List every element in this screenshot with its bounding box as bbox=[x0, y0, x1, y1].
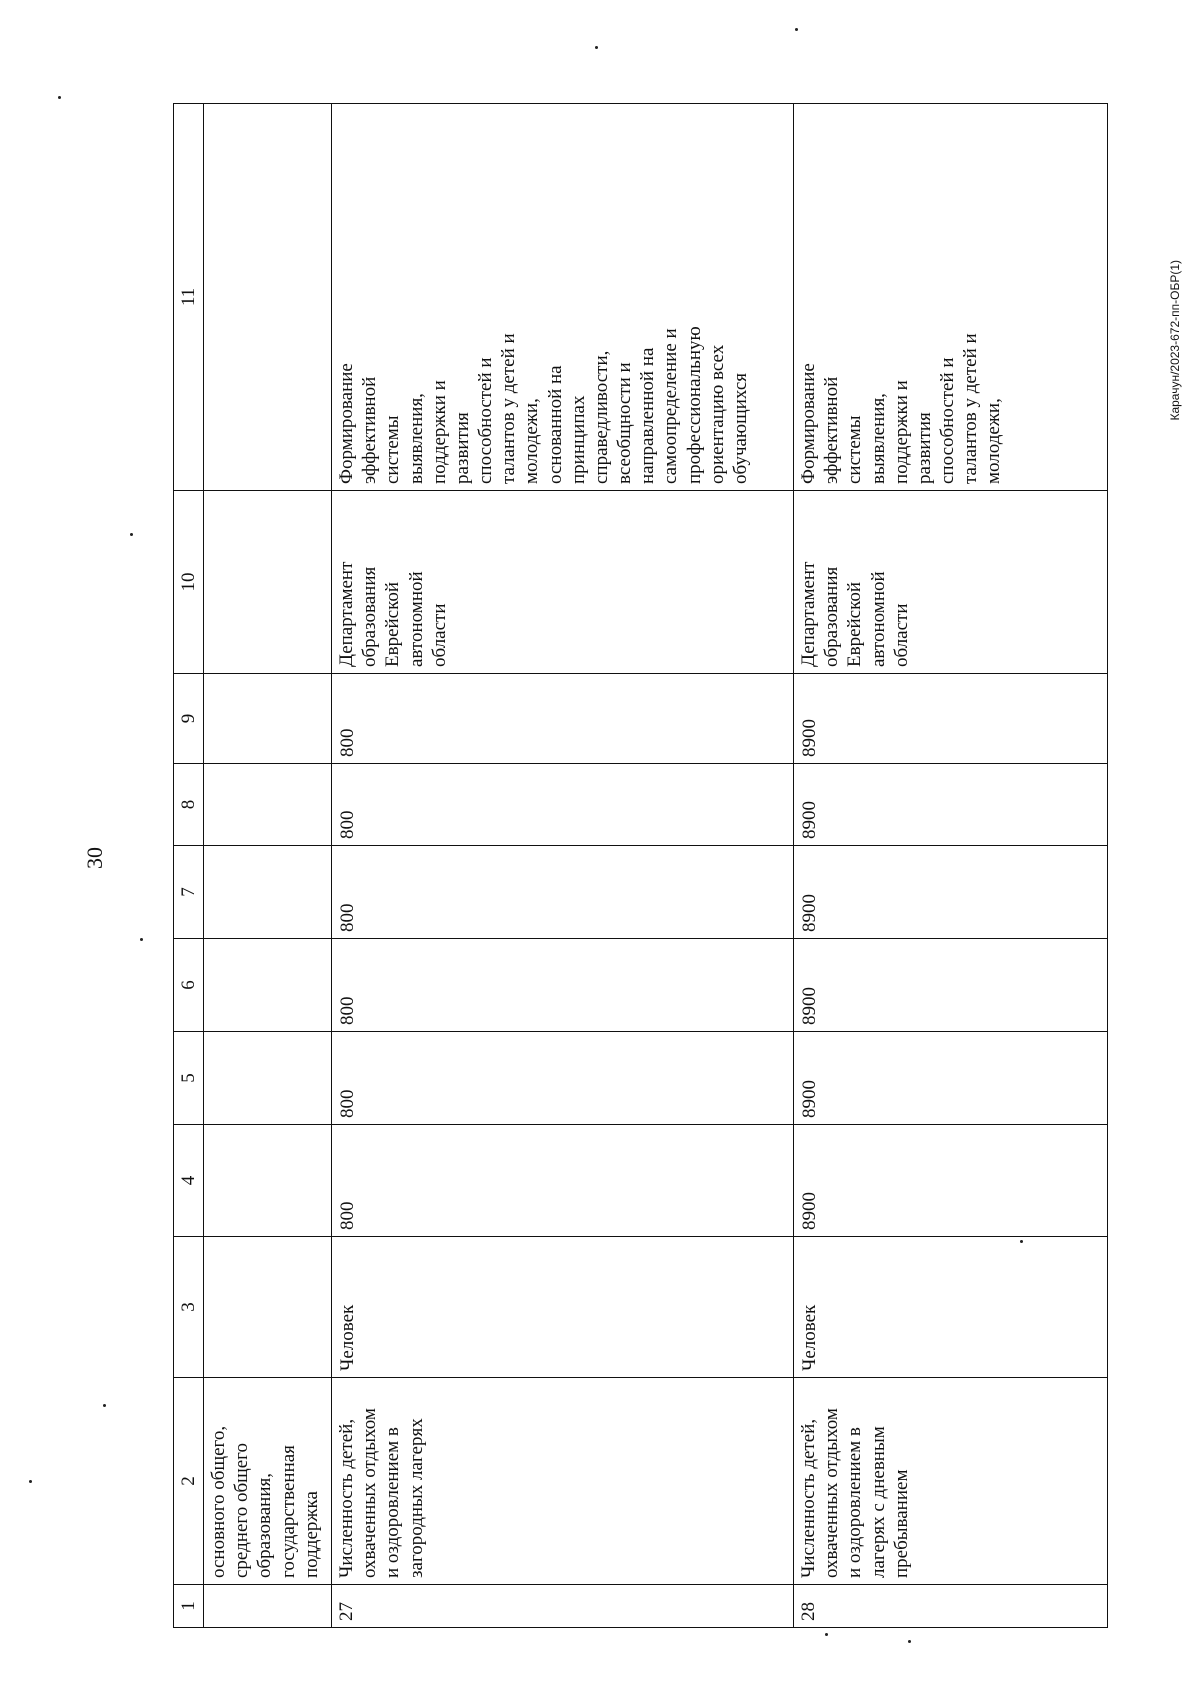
value-cell: 8900 bbox=[794, 674, 1108, 764]
table-row bbox=[794, 104, 1108, 1628]
value-cell: 8900 bbox=[794, 1032, 1108, 1125]
value-cell: 800 bbox=[332, 846, 794, 939]
value-cell: 800 bbox=[332, 1032, 794, 1125]
scan-speck bbox=[58, 96, 61, 99]
scan-speck bbox=[29, 1480, 32, 1483]
row-number-cell: 27 bbox=[332, 1585, 794, 1628]
row-number-cell: 28 bbox=[794, 1585, 1108, 1628]
value-cell: 800 bbox=[332, 674, 794, 764]
value-cell: 800 bbox=[332, 939, 794, 1032]
scan-speck bbox=[795, 28, 798, 31]
unit-cell bbox=[204, 1237, 332, 1378]
responsible-cell: Департамент образования Еврейской автономной области bbox=[794, 491, 1108, 674]
header-cell: 9 bbox=[174, 674, 204, 764]
responsible-cell: Департамент образования Еврейской автономной области bbox=[332, 491, 794, 674]
value-cell bbox=[204, 939, 332, 1032]
indicator-name-cell: Численность детей, охваченных отдыхом и оздоровлением в загородных лагерях bbox=[332, 1378, 794, 1585]
header-cell: 4 bbox=[174, 1125, 204, 1237]
row-number-cell bbox=[204, 1585, 332, 1628]
indicators-table bbox=[173, 103, 1108, 1628]
indicators-table-rotated bbox=[173, 104, 1107, 1628]
indicator-name-cell: основного общего, среднего общего образования, государственная поддержка bbox=[204, 1378, 332, 1585]
unit-cell: Человек bbox=[794, 1237, 1108, 1378]
value-cell: 8900 bbox=[794, 764, 1108, 846]
page-number: 30 bbox=[82, 847, 107, 869]
value-cell: 8900 bbox=[794, 846, 1108, 939]
value-cell: 8900 bbox=[794, 1125, 1108, 1237]
scan-speck bbox=[825, 1633, 828, 1636]
value-cell bbox=[204, 1032, 332, 1125]
goal-cell bbox=[204, 104, 332, 491]
value-cell bbox=[204, 674, 332, 764]
responsible-cell bbox=[204, 491, 332, 674]
document-code bbox=[1168, 260, 1192, 421]
scan-speck bbox=[595, 46, 598, 49]
header-cell: 1 bbox=[174, 1585, 204, 1628]
scan-speck bbox=[103, 1404, 106, 1407]
header-cell: 8 bbox=[174, 764, 204, 846]
table-row bbox=[332, 104, 794, 1628]
header-cell: 10 bbox=[174, 491, 204, 674]
header-cell: 5 bbox=[174, 1032, 204, 1125]
value-cell bbox=[204, 846, 332, 939]
header-cell: 7 bbox=[174, 846, 204, 939]
scan-speck bbox=[140, 938, 143, 941]
table-row bbox=[204, 104, 332, 1628]
goal-cell: Формирование эффективной системы выявления, поддержки и развития способностей и талантов у детей и молодежи, bbox=[794, 104, 1108, 491]
header-cell: 6 bbox=[174, 939, 204, 1032]
goal-cell: Формирование эффективной системы выявления, поддержки и развития способностей и талантов у детей и молодежи, основанной на принципах справедливости, всеобщности и направленной на самоопределение и профессиональную ориентацию всех обучающихся bbox=[332, 104, 794, 491]
value-cell bbox=[204, 1125, 332, 1237]
value-cell bbox=[204, 764, 332, 846]
scan-speck bbox=[908, 1640, 911, 1643]
header-cell: 3 bbox=[174, 1237, 204, 1378]
header-cell: 11 bbox=[174, 104, 204, 491]
scan-speck bbox=[130, 533, 133, 536]
unit-cell: Человек bbox=[332, 1237, 794, 1378]
value-cell: 800 bbox=[332, 1125, 794, 1237]
value-cell: 8900 bbox=[794, 939, 1108, 1032]
indicator-name-cell: Численность детей, охваченных отдыхом и оздоровлением в лагерях с дневным пребыванием bbox=[794, 1378, 1108, 1585]
header-row bbox=[174, 104, 204, 1628]
header-cell: 2 bbox=[174, 1378, 204, 1585]
document-code-text: Карачун/2023-672-пп-ОБР(1) bbox=[1168, 260, 1182, 421]
value-cell: 800 bbox=[332, 764, 794, 846]
